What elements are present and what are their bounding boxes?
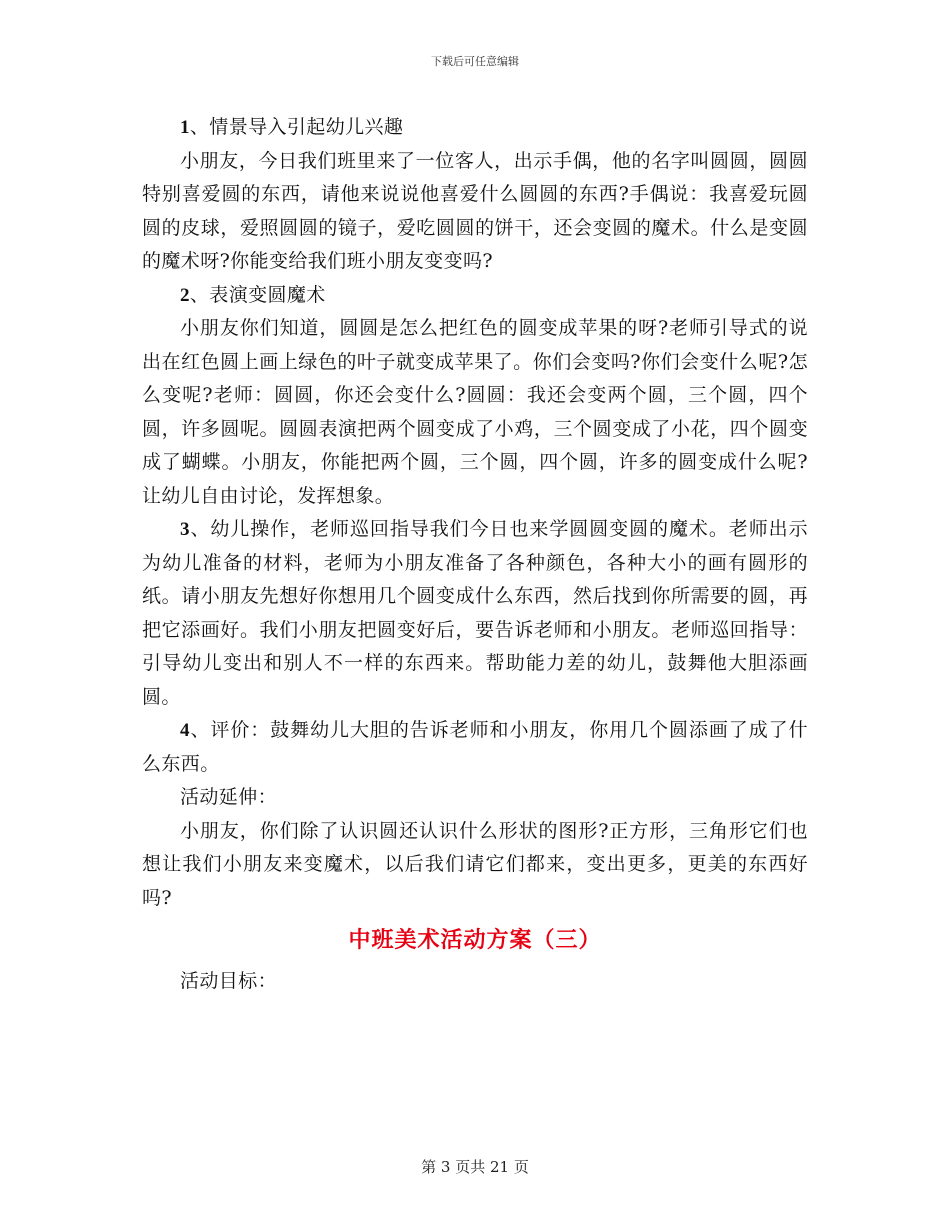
paragraph-step-1 bbox=[142, 111, 808, 145]
paragraph-text: 活动延伸： bbox=[180, 786, 278, 808]
paragraph-magic bbox=[142, 312, 808, 513]
paragraph-extension-label bbox=[142, 781, 808, 815]
section-title: 中班美术活动方案（三） bbox=[348, 927, 602, 953]
paragraph-text: 、情景导入引起幼儿兴趣 bbox=[189, 116, 404, 138]
paragraph-extension bbox=[142, 815, 808, 916]
paragraph-intro bbox=[142, 145, 808, 279]
paragraph-step-3 bbox=[142, 513, 808, 714]
step-number: 3 bbox=[180, 519, 190, 540]
document-body bbox=[142, 111, 808, 999]
page-header: 下载后可任意编辑 bbox=[431, 55, 519, 68]
paragraph-text: 、评价：鼓舞幼儿大胆的告诉老师和小朋友，你用几个圆添画了成了什么东西。 bbox=[142, 719, 808, 775]
paragraph-text: 、幼儿操作，老师巡回指导我们今日也来学圆圆变圆的魔术。老师出示为幼儿准备的材料，老师为小朋友准备了各种颜色，各种大小的画有圆形的纸。请小朋友先想好你想用几个圆变成什么东西，然后找到你所需要的圆，再把它添画好。我们小朋友把圆变好后，要告诉老师和小朋友。老师巡回指导：引导幼儿变出和别人不一样的东西来。帮助能力差的幼儿，鼓舞他大胆添画圆。 bbox=[142, 518, 808, 708]
paragraph-step-2 bbox=[142, 279, 808, 313]
paragraph-goals-label bbox=[142, 965, 808, 999]
page-footer: 第 3 页共 21 页 bbox=[421, 1158, 529, 1176]
step-number: 1 bbox=[180, 117, 190, 138]
paragraph-step-4 bbox=[142, 714, 808, 781]
paragraph-text: 活动目标： bbox=[180, 970, 278, 992]
paragraph-text: 小朋友，你们除了认识圆还认识什么形状的图形?正方形，三角形它们也想让我们小朋友来变魔术，以后我们请它们都来，变出更多，更美的东西好吗? bbox=[142, 819, 808, 909]
paragraph-text: 小朋友，今日我们班里来了一位客人，出示手偶，他的名字叫圆圆，圆圆特别喜爱圆的东西，请他来说说他喜爱什么圆圆的东西?手偶说：我喜爱玩圆圆的皮球，爱照圆圆的镜子，爱吃圆圆的饼干，还会变圆的魔术。什么是变圆的魔术呀?你能变给我们班小朋友变变吗? bbox=[142, 149, 808, 272]
step-number: 4 bbox=[180, 720, 190, 741]
paragraph-text: 、表演变圆魔术 bbox=[189, 283, 326, 306]
step-number: 2 bbox=[180, 284, 190, 306]
paragraph-text: 小朋友你们知道，圆圆是怎么把红色的圆变成苹果的呀?老师引导式的说出在红色圆上画上绿色的叶子就变成苹果了。你们会变吗?你们会变什么呢?怎么变呢?老师：圆圆，你还会变什么?圆圆：我还会变两个圆，三个圆，四个圆，许多圆呢。圆圆表演把两个圆变成了小鸡，三个圆变成了小花，四个圆变成了蝴蝶。小朋友，你能把两个圆，三个圆，四个圆，许多的圆变成什么呢?让幼儿自由讨论，发挥想象。 bbox=[142, 317, 808, 507]
